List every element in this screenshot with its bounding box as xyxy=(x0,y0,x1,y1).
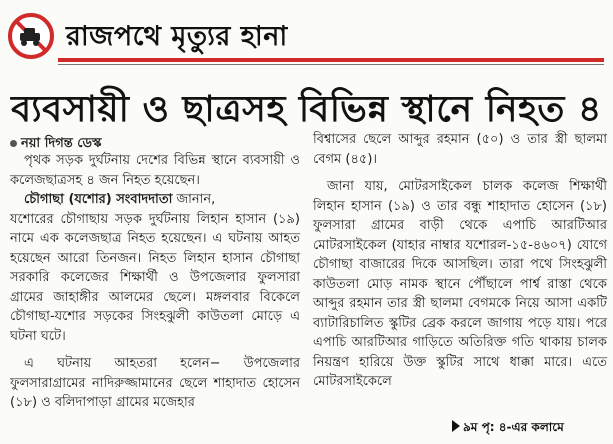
section-banner xyxy=(0,0,613,76)
paragraph: পৃথক সড়ক দুর্ঘটনায় দেশের বিভিন্ন স্থানে ব্যবসায়ী ও কলেজছাত্রসহ ৪ জন নিহত হয়েছেন। xyxy=(10,153,300,188)
paragraph: বিশ্বাসের ছেলে আব্দুর রহমান (৫০) ও তার স্ত্রী ছালমা বেগম (৪৫)। xyxy=(313,132,607,167)
article-column-left xyxy=(10,151,300,413)
dateline: চৌগাছা (যশোর) সংবাদদাতা xyxy=(24,192,173,207)
arrow-right-icon xyxy=(452,420,460,432)
section-rule-gray xyxy=(58,64,604,65)
headline: ব্যবসায়ী ও ছাত্রসহ বিভিন্ন স্থানে নিহত ৪ xyxy=(11,89,602,130)
section-title: রাজপথে মৃত্যুর হানা xyxy=(66,21,288,52)
paragraph: জানা যায়, মোটরসাইকেল চালক কলেজ শিক্ষার্থী লিহান হাসান (১৯) ও তার বন্ধু শাহাদাত হোসেন (১৮) ফুলসারা গ্রামের বাড়ী থেকে এপাচি আরটিআর মোটরসাইকেল (যাহার নাম্বার যশোরল-১৫-৪৬০৭) যোগে চৌগাছা বাজারের দিকে আসছিল। তারা পথে সিংহঝুলী কাউতলা মোড় নামক স্থানে পৌঁছালে পার্শ্ব রাস্তা থেকে আব্দুর রহমান তার স্ত্রী ছালমা বেগমকে নিয়ে আসা একটি ব্যাটারিচালিত স্কুটির ব্রেক করলে জাগায় পড়ে যায়। পরে এপাচি আরটিআর গাড়িতে অতিরিক্ত গতি থাকায় চালক নিয়ন্ত্রণ হারিয়ে উক্ত স্কুটির সাথে ধাক্কা মারে। এতে মোটরসাইকেলে xyxy=(313,179,607,389)
bullet-icon xyxy=(10,140,17,147)
no-entry-sign-icon xyxy=(8,13,54,59)
byline-text: নয়া দিগন্ত ডেস্ক xyxy=(21,136,102,151)
continued-label: ৯ম পৃ: ৪-এর কলামে xyxy=(463,420,564,434)
article-column-right xyxy=(313,130,607,392)
continued-on[interactable] xyxy=(452,419,564,439)
paragraph: যশোরের চৌগাছায় সড়ক দুর্ঘটনায় লিহান হাসান (১৯) নামে এক কলেজছাত্র নিহত হয়েছেন। এ ঘটনায় আহত হয়েছেন আরো তিনজন। নিহত লিহান হাসান চৌগাছা সরকারি কলেজের শিক্ষার্থী ও উপজেলার ফুলসারা গ্রামের জাহাঙ্গীর আলমের ছেলে। মঙ্গলবার বিকেলে চৌগাছা-যশোর সড়কের সিংহঝুলী কাউতলা মোড়ে এ ঘটনা ঘটে। xyxy=(10,211,300,344)
paragraph-lead xyxy=(10,190,300,210)
section-rule-red xyxy=(58,58,604,62)
dateline-tail: জানান, xyxy=(172,192,216,207)
paragraph: এ ঘটনায় আহতরা হলেন− উপজেলার ফুলসারাগ্রামের নাদিরুজ্জামানের ছেলে শাহাদাত হোসেন (১৮) ও বলিদাপাড়া গ্রামের মজেহার xyxy=(10,356,300,410)
